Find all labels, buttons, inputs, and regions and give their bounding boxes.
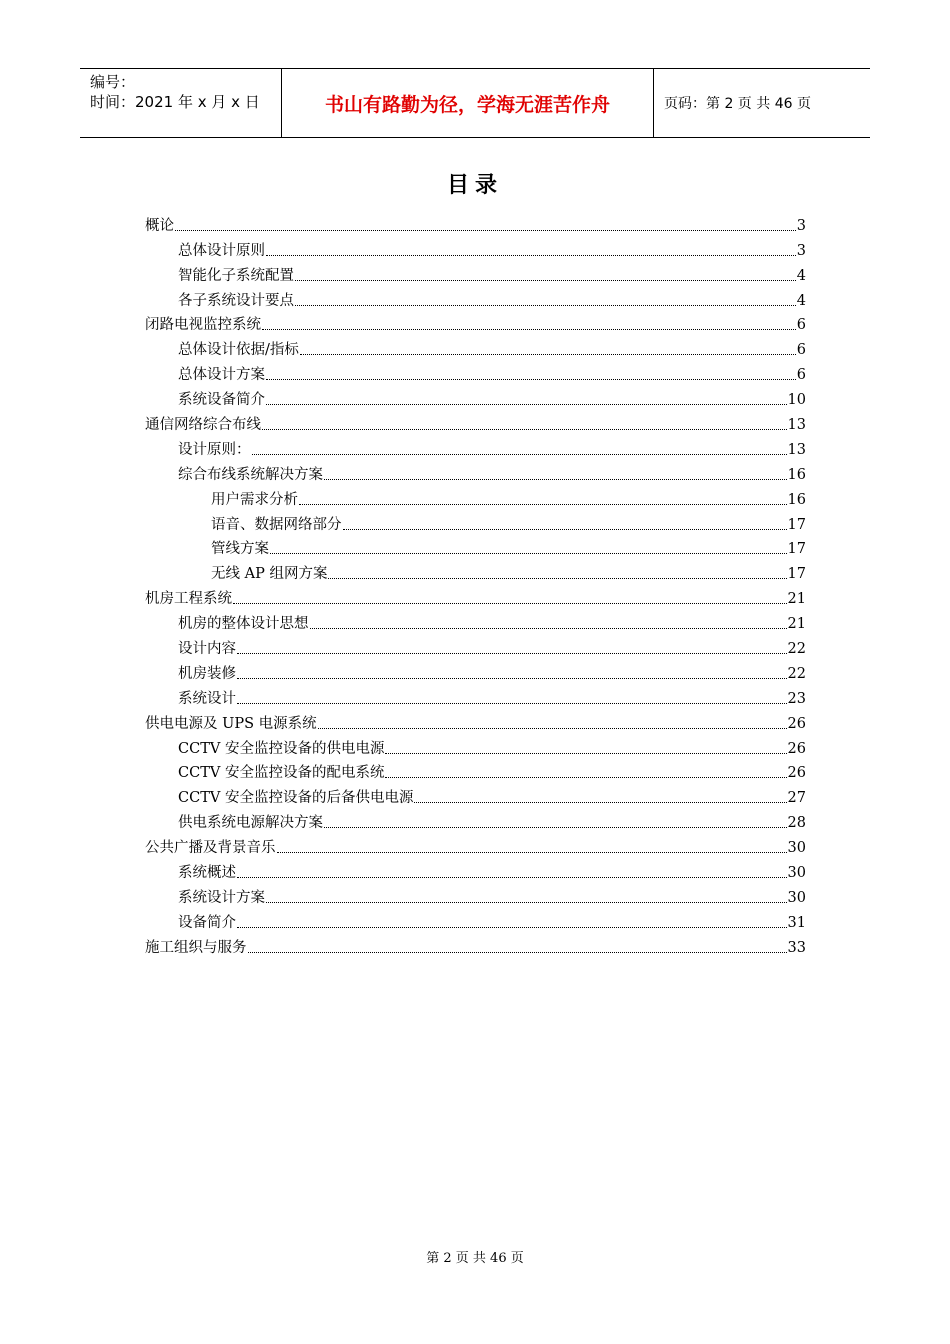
- toc-entry[interactable]: [145, 235, 806, 260]
- dot-leader: [343, 529, 787, 530]
- toc-entry-page: 6: [796, 317, 806, 334]
- dot-leader: [385, 753, 786, 754]
- toc-entry-page: 16: [787, 491, 806, 508]
- toc-entry-page: 3: [796, 242, 806, 259]
- dot-leader: [175, 230, 796, 231]
- toc-entry-page: 26: [787, 715, 806, 732]
- toc-entry[interactable]: [145, 210, 806, 235]
- toc-entry-page: 17: [787, 516, 806, 533]
- toc-entry-page: 13: [787, 441, 806, 458]
- page-footer: 第 2 页 共 46 页: [426, 1251, 524, 1266]
- toc-entry-page: 13: [787, 417, 806, 434]
- toc-entry[interactable]: [145, 534, 806, 559]
- dot-leader: [248, 952, 787, 953]
- dot-leader: [266, 902, 787, 903]
- toc-entry-text: 语音、数据网络部分: [211, 516, 342, 533]
- toc-entry-text: 系统设计方案: [178, 889, 265, 906]
- header-motto: 书山有路勤为径，学海无涯苦作舟: [282, 69, 654, 137]
- toc-entry-text: 系统概述: [178, 865, 236, 882]
- dot-leader: [262, 329, 796, 330]
- toc-entry-page: 30: [787, 889, 806, 906]
- toc-entry-page: 4: [796, 292, 806, 309]
- dot-leader: [299, 504, 787, 505]
- toc-entry[interactable]: [145, 260, 806, 285]
- toc-entry[interactable]: [145, 558, 806, 583]
- toc-entry-text: 机房装修: [178, 665, 236, 682]
- toc-entry[interactable]: [145, 334, 806, 359]
- toc-entry-page: 30: [787, 840, 806, 857]
- number-label: 编号：: [90, 73, 136, 91]
- toc-entry-text: 用户需求分析: [211, 491, 298, 508]
- page-header: [80, 68, 870, 138]
- toc-entry-text: 公共广播及背景音乐: [145, 840, 276, 857]
- toc-entry-text: 闭路电视监控系统: [145, 317, 261, 334]
- toc-entry-text: 管线方案: [211, 541, 269, 558]
- dot-leader: [310, 628, 787, 629]
- toc-entry-page: 33: [787, 939, 806, 956]
- toc-entry[interactable]: [145, 633, 806, 658]
- toc-entry-page: 16: [787, 466, 806, 483]
- toc-entry-text: 智能化子系统配置: [178, 267, 294, 284]
- dot-leader: [300, 354, 796, 355]
- dot-leader: [266, 379, 796, 380]
- toc-entry-text: 系统设备简介: [178, 392, 265, 409]
- toc-entry-page: 6: [796, 342, 806, 359]
- dot-leader: [237, 703, 787, 704]
- toc-entry-text: 通信网络综合布线: [145, 417, 261, 434]
- toc-entry-page: 27: [787, 790, 806, 807]
- header-page-info: 页码：第 2 页 共 46 页: [664, 96, 811, 112]
- dot-leader: [295, 305, 796, 306]
- toc-entry-page: 28: [787, 815, 806, 832]
- toc-entry-page: 21: [787, 591, 806, 608]
- dot-leader: [270, 553, 787, 554]
- dot-leader: [237, 678, 787, 679]
- dot-leader: [233, 603, 787, 604]
- toc-entry[interactable]: [145, 359, 806, 384]
- toc-entry-text: CCTV 安全监控设备的供电电源: [178, 740, 385, 757]
- toc-entry-text: 总体设计方案: [178, 367, 265, 384]
- toc-entry-page: 22: [787, 665, 806, 682]
- toc-entry[interactable]: [145, 807, 806, 832]
- toc-entry-text: 机房工程系统: [145, 591, 232, 608]
- toc-entry[interactable]: [145, 484, 806, 509]
- toc-entry-text: 供电系统电源解决方案: [178, 815, 323, 832]
- toc-entry-text: 无线 AP 组网方案: [211, 566, 328, 583]
- toc-entry-page: 26: [787, 740, 806, 757]
- toc-entry-text: 机房的整体设计思想: [178, 616, 309, 633]
- toc-entry[interactable]: [145, 658, 806, 683]
- toc-entry-page: 6: [796, 367, 806, 384]
- dot-leader: [277, 852, 787, 853]
- header-meta-cell: [80, 69, 282, 137]
- toc-entry[interactable]: [145, 932, 806, 957]
- toc-entry[interactable]: [145, 708, 806, 733]
- toc-entry-page: 3: [796, 217, 806, 234]
- toc-entry-text: 概论: [145, 217, 174, 234]
- dot-leader: [385, 777, 786, 778]
- toc-entry[interactable]: [145, 857, 806, 882]
- toc-entry-page: 17: [787, 566, 806, 583]
- dot-leader: [328, 578, 786, 579]
- toc-entry[interactable]: [145, 907, 806, 932]
- toc-entry-text: 各子系统设计要点: [178, 292, 294, 309]
- dot-leader: [266, 255, 796, 256]
- toc-entry[interactable]: [145, 882, 806, 907]
- dot-leader: [252, 454, 787, 455]
- toc-entry-text: 设计内容: [178, 641, 236, 658]
- toc-entry-page: 23: [787, 690, 806, 707]
- toc-entry[interactable]: [145, 733, 806, 758]
- toc-entry-text: 总体设计依据/指标: [178, 342, 299, 359]
- toc-entry[interactable]: [145, 509, 806, 534]
- dot-leader: [318, 728, 787, 729]
- dot-leader: [414, 802, 786, 803]
- toc-entry-text: 供电电源及 UPS 电源系统: [145, 715, 317, 732]
- dot-leader: [237, 877, 787, 878]
- toc-entry[interactable]: [145, 434, 806, 459]
- toc-entry[interactable]: [145, 310, 806, 335]
- toc-entry-page: 22: [787, 641, 806, 658]
- toc-entry-page: 10: [787, 392, 806, 409]
- toc-entry-text: 综合布线系统解决方案: [178, 466, 323, 483]
- toc-entry[interactable]: [145, 683, 806, 708]
- toc-entry-text: CCTV 安全监控设备的后备供电电源: [178, 790, 414, 807]
- toc-entry-text: 系统设计: [178, 690, 236, 707]
- toc-entry[interactable]: [145, 384, 806, 409]
- toc-title: 目录: [446, 173, 503, 198]
- toc-entry[interactable]: [145, 285, 806, 310]
- dot-leader: [237, 653, 787, 654]
- table-of-contents: [145, 210, 806, 957]
- toc-entry[interactable]: [145, 608, 806, 633]
- toc-entry[interactable]: [145, 832, 806, 857]
- dot-leader: [324, 827, 787, 828]
- dot-leader: [324, 479, 787, 480]
- toc-entry-text: 设计原则：: [178, 441, 251, 458]
- toc-entry-text: 施工组织与服务: [145, 939, 247, 956]
- toc-entry-page: 4: [796, 267, 806, 284]
- toc-entry-page: 31: [787, 914, 806, 931]
- toc-entry[interactable]: [145, 782, 806, 807]
- dot-leader: [262, 429, 787, 430]
- toc-entry-page: 30: [787, 865, 806, 882]
- toc-entry[interactable]: [145, 758, 806, 783]
- toc-entry[interactable]: [145, 459, 806, 484]
- toc-entry-page: 17: [787, 541, 806, 558]
- toc-entry[interactable]: [145, 583, 806, 608]
- toc-entry-page: 26: [787, 765, 806, 782]
- toc-entry-text: 总体设计原则: [178, 242, 265, 259]
- dot-leader: [295, 280, 796, 281]
- toc-entry[interactable]: [145, 409, 806, 434]
- time-label: 时间：2021 年 x 月 x 日: [90, 93, 260, 111]
- toc-entry-text: CCTV 安全监控设备的配电系统: [178, 765, 385, 782]
- toc-entry-text: 设备简介: [178, 914, 236, 931]
- dot-leader: [266, 404, 787, 405]
- toc-entry-page: 21: [787, 616, 806, 633]
- dot-leader: [237, 927, 787, 928]
